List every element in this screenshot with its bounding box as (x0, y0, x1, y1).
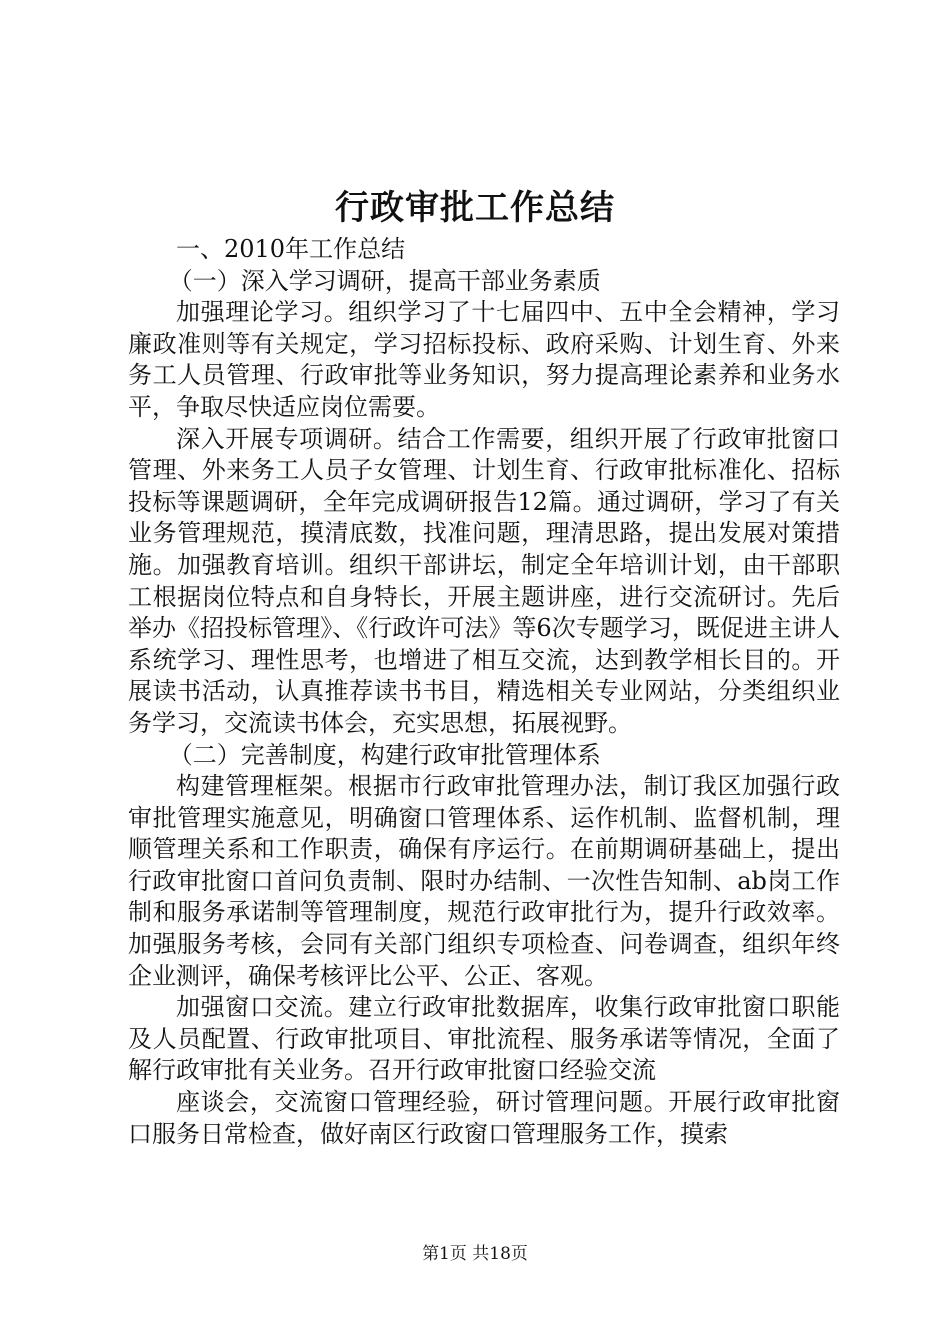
document-body (128, 234, 840, 1150)
body-paragraph: 构建管理框架。根据市行政审批管理办法，制订我区加强行政审批管理实施意见，明确窗口管理体系、运作机制、监督机制，理顺管理关系和工作职责，确保有序运行。在前期调研基础上，提出行政审批窗口首问负责制、限时办结制、一次性告知制、ab岗工作制和服务承诺制等管理制度，规范行政审批行为，提升行政效率。加强服务考核，会同有关部门组织专项检查、问卷调查，组织年终企业测评，确保考核评比公平、公正、客观。 (128, 772, 840, 990)
section-heading: 一、2010年工作总结 (176, 235, 406, 263)
body-paragraph: 座谈会，交流窗口管理经验，研讨管理问题。开展行政审批窗口服务日常检查，做好南区行政窗口管理服务工作，摸索 (128, 1088, 840, 1148)
body-paragraph: 深入开展专项调研。结合工作需要，组织开展了行政审批窗口管理、外来务工人员子女管理、计划生育、行政审批标准化、招标投标等课题调研，全年完成调研报告12篇。通过调研，学习了有关业务管理规范，摸清底数，找准问题，理清思路，提出发展对策措施。加强教育培训。组织干部讲坛，制定全年培训计划，由干部职工根据岗位特点和自身特长，开展主题讲座，进行交流研讨。先后举办《招投标管理》、《行政许可法》等6次专题学习，既促进主讲人系统学习、理性思考，也增进了相互交流，达到教学相长目的。开展读书活动，认真推荐读书书目，精选相关专业网站，分类组织业务学习，交流读书体会，充实思想，拓展视野。 (128, 424, 840, 737)
body-paragraph: 加强窗口交流。建立行政审批数据库，收集行政审批窗口职能及人员配置、行政审批项目、审批流程、服务承诺等情况，全面了解行政审批有关业务。召开行政审批窗口经验交流 (128, 993, 840, 1085)
subsection-heading: （二）完善制度，构建行政审批管理体系 (168, 740, 601, 769)
document-title: 行政审批工作总结 (335, 188, 615, 228)
subsection-heading: （一）深入学习调研，提高干部业务素质 (168, 266, 601, 295)
page-footer: 第1页 共18页 (422, 1244, 528, 1264)
body-paragraph: 加强理论学习。组织学习了十七届四中、五中全会精神，学习廉政准则等有关规定，学习招标投标、政府采购、计划生育、外来务工人员管理、行政审批等业务知识，努力提高理论素养和业务水平，争取尽快适应岗位需要。 (128, 298, 840, 421)
